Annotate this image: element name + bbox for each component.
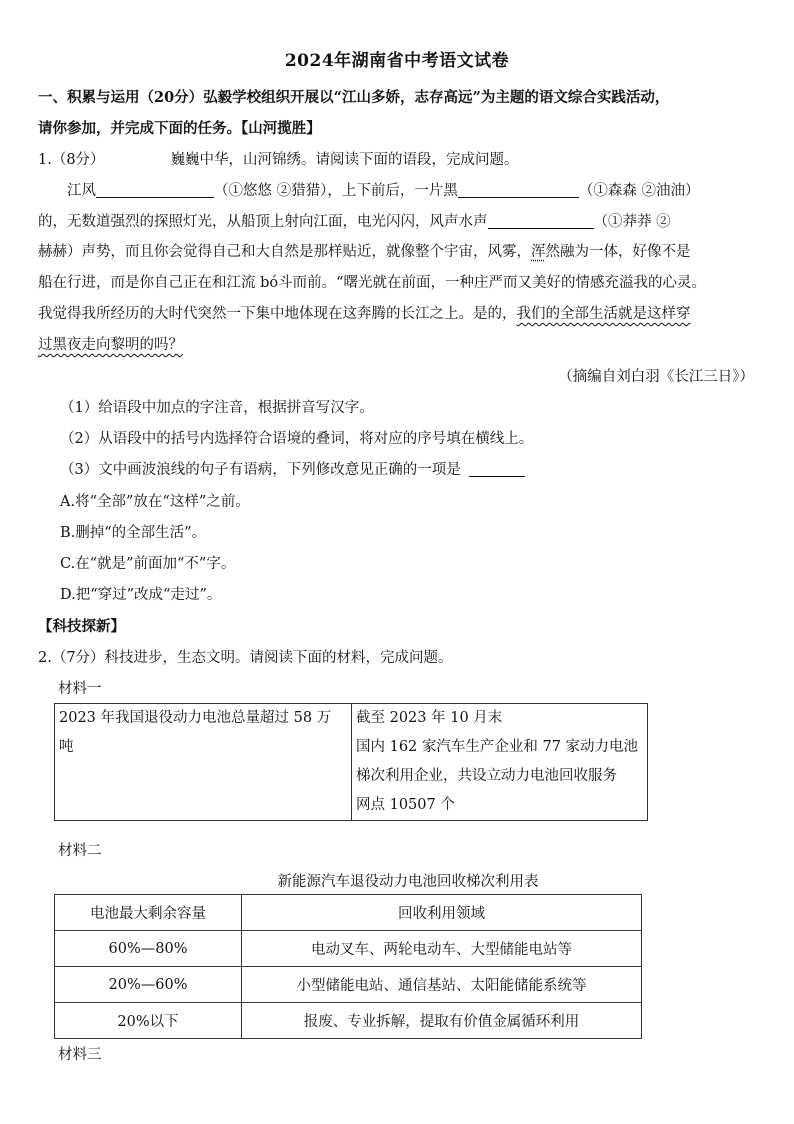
table-cell: 20%以下 [55, 1003, 242, 1039]
table-cell: 20%—60% [55, 967, 242, 1003]
option-c: C.在“就是”前面加“不”字。 [60, 556, 236, 572]
q1-paragraph-line3 [38, 242, 691, 262]
table-cell: 电动叉车、两轮电动车、大型储能电站等 [242, 931, 642, 967]
page-title: 2024年湖南省中考语文试卷 [284, 51, 510, 71]
wavy-underlined-sentence: 我们的全部生活就是这样穿 [516, 306, 691, 322]
option-a: A.将“全部”放在“这样”之前。 [60, 494, 250, 510]
q1-number: 1.（8分） [38, 152, 105, 168]
q1-paragraph-line2 [38, 212, 671, 232]
table2-title: 新能源汽车退役动力电池回收梯次利用表 [277, 874, 539, 890]
q1-paragraph-line4: 船在行进，而是你自己正在和江流 bó斗而前。“曙光就在前面，一种庄严而又美好的情感充溢我的心灵。 [38, 275, 707, 291]
table-cell: 小型储能电站、通信基站、太阳能储能系统等 [242, 967, 642, 1003]
table-cell: 60%—80% [55, 931, 242, 967]
option-d: D.把“穿过”改成“走过”。 [60, 587, 222, 603]
q1-text: 赫赫）声势，而且你会觉得自己和大自然是那样贴近，就像整个宇宙，风雾， [38, 244, 531, 260]
answer-blank-3[interactable] [488, 212, 594, 229]
q1-text: 江风 [67, 183, 96, 199]
section-tech-heading: 【科技探新】 [38, 618, 125, 635]
material1-left-cell [55, 704, 352, 821]
answer-blank-2[interactable] [458, 181, 579, 198]
q1-sub-question-1: （1）给语段中加点的字注音，根据拼音写汉字。 [60, 400, 374, 416]
answer-blank-1[interactable] [96, 181, 214, 198]
table-header-cell: 回收利用领域 [242, 895, 642, 931]
q1-text: 我觉得我所经历的大时代突然一下集中地体现在这奔腾的长江之上。是的， [38, 306, 517, 322]
q1-sub3-text: （3）文中画波浪线的句子有语病，下列修改意见正确的一项是 [60, 462, 461, 478]
cell-text: 网点 10507 个 [356, 797, 455, 813]
table-header-row [55, 895, 642, 931]
wavy-underlined-sentence: 过黑夜走向黎明的吗？ [38, 337, 183, 353]
cell-text: 2023 年我国退役动力电池总量超过 58 万 [59, 710, 332, 726]
dotted-char: 浑 [531, 244, 546, 260]
q1-text: （①莽莽 ② [593, 214, 671, 230]
q1-text: （①悠悠 ②猎猎），上下前后，一片黑 [214, 183, 458, 199]
q1-header-text: 巍巍中华，山河锦绣。请阅读下面的语段，完成问题。 [170, 152, 519, 168]
section1-intro-line1: 一、积累与运用（20分）弘毅学校组织开展以“江山多娇，志存高远”为主题的语文综合实践活动， [38, 89, 670, 106]
q1-text: （①森森 ②油油） [578, 183, 700, 199]
cell-text: 吨 [59, 739, 74, 755]
table-row [55, 1003, 642, 1039]
material3-label: 材料三 [58, 1047, 102, 1063]
table-row [55, 931, 642, 967]
source-citation: （摘编自刘白羽《长江三日》） [558, 369, 754, 385]
answer-blank-4[interactable] [469, 460, 525, 477]
q2-header: 2.（7分）科技进步，生态文明。请阅读下面的材料，完成问题。 [38, 650, 453, 666]
material2-label: 材料二 [58, 843, 102, 859]
q1-text: 的，无数道强烈的探照灯光，从船顶上射向江面，电光闪闪，风声水声 [38, 214, 488, 230]
material2-table [54, 894, 642, 1039]
q1-paragraph-line1 [67, 181, 699, 201]
material1-table [54, 703, 648, 821]
option-b: B.删掉“的全部生活”。 [60, 525, 207, 541]
section1-intro-line2: 请你参加，并完成下面的任务。【山河揽胜】 [38, 120, 321, 137]
cell-text: 截至 2023 年 10 月末 [356, 710, 503, 726]
q1-sub-question-2: （2）从语段中的括号内选择符合语境的叠词，将对应的序号填在横线上。 [60, 431, 534, 447]
q1-text: 然融为一体，好像不是 [545, 244, 691, 260]
q1-header [38, 150, 519, 170]
q1-paragraph-line6 [38, 335, 183, 355]
table-row [55, 967, 642, 1003]
q1-sub-question-3 [60, 460, 525, 480]
material1-right-cell [352, 704, 648, 821]
table-header-cell: 电池最大剩余容量 [55, 895, 242, 931]
table-cell: 报废、专业拆解，提取有价值金属循环利用 [242, 1003, 642, 1039]
cell-text: 梯次利用企业，共设立动力电池回收服务 [356, 768, 617, 784]
cell-text: 国内 162 家汽车生产企业和 77 家动力电池 [356, 739, 639, 755]
material1-label: 材料一 [58, 681, 102, 697]
q1-paragraph-line5 [38, 304, 691, 324]
